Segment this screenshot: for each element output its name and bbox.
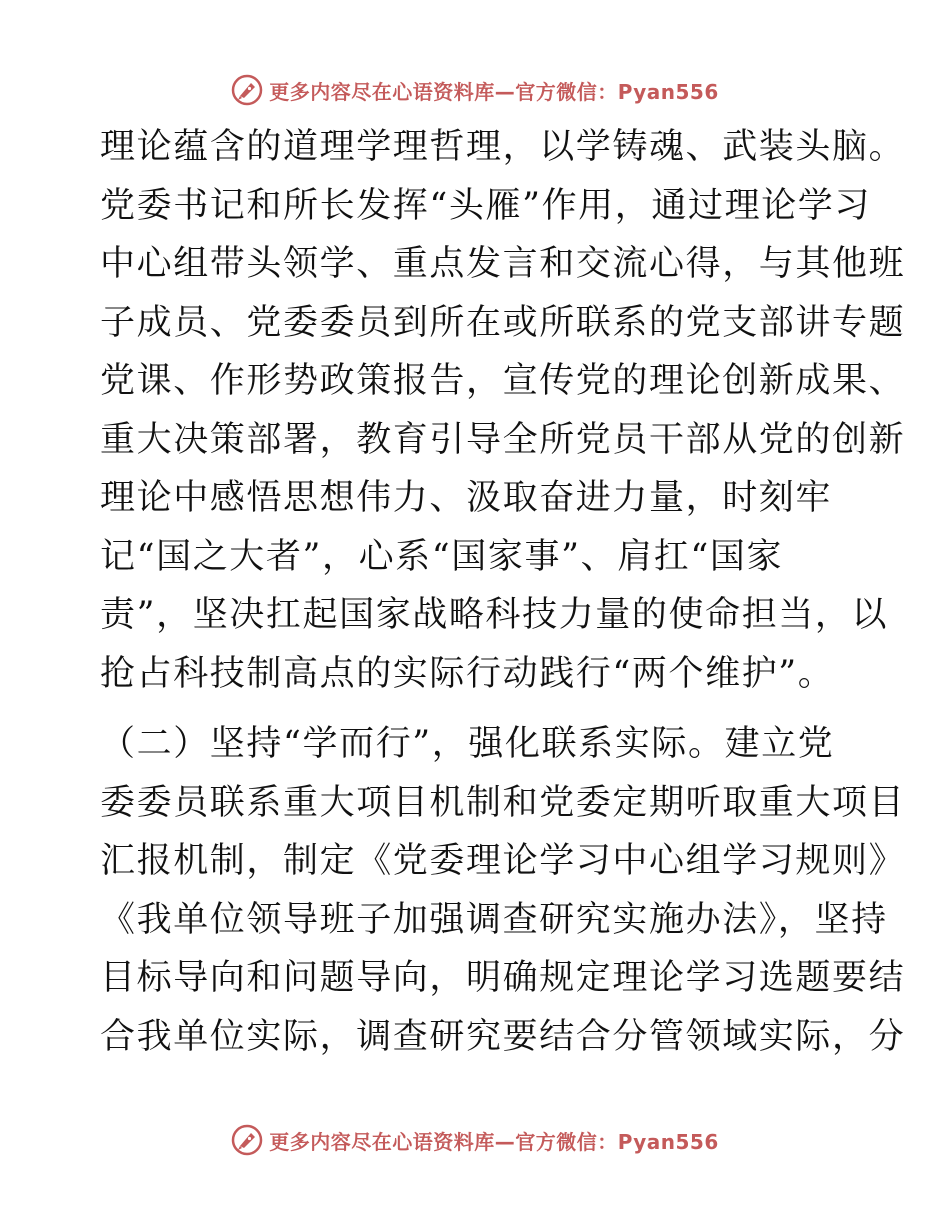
- text-line: 抢占科技制高点的实际行动践行“两个维护”。: [100, 653, 835, 694]
- text-line: 子成员、党委委员到所在或所联系的党支部讲专题: [100, 302, 906, 343]
- text-line: 理论蕴含的道理学理哲理，以学铸魂、武装头脑。: [100, 127, 906, 167]
- text-line: 目标导向和问题导向，明确规定理论学习选题要结: [100, 958, 906, 998]
- text-line: 记“国之大者”，心系“国家事”、肩扛“国家: [100, 536, 784, 577]
- text-line: 中心组带头领学、重点发言和交流心得，与其他班: [100, 244, 906, 284]
- document-body: [100, 118, 906, 1066]
- paragraph-spacer: [100, 703, 860, 715]
- paragraph-2: [100, 715, 906, 1066]
- text-line: （二）坚持“学而行”，强化联系实际。建立党: [100, 724, 835, 764]
- text-line: 责”，坚决扛起国家战略科技力量的使命担当，以: [100, 595, 889, 635]
- text-line: 《我单位领导班子加强调查研究实施办法》，坚持: [100, 899, 888, 940]
- text-line: 党委书记和所长发挥“头雁”作用，通过理论学习: [100, 185, 871, 226]
- watermark-text: 更多内容尽在心语资料库—官方微信：Pyan556: [269, 1129, 719, 1154]
- pen-nib-logo-icon: [231, 74, 263, 106]
- footer-watermark: [0, 1120, 950, 1160]
- header-watermark: [0, 70, 950, 110]
- watermark-text: 更多内容尽在心语资料库—官方微信：Pyan556: [269, 79, 719, 104]
- pen-nib-logo-icon: [231, 1124, 263, 1156]
- text-line: 汇报机制，制定《党委理论学习中心组学习规则》: [100, 841, 906, 881]
- text-line: 党课、作形势政策报告，宣传党的理论创新成果、: [100, 361, 906, 401]
- text-line: 委委员联系重大项目机制和党委定期听取重大项目: [100, 782, 906, 823]
- paragraph-1: [100, 118, 906, 703]
- text-line: 合我单位实际，调查研究要结合分管领域实际，分: [100, 1016, 906, 1057]
- text-line: 理论中感悟思想伟力、汲取奋进力量，时刻牢: [100, 478, 833, 518]
- text-line: 重大决策部署，教育引导全所党员干部从党的创新: [100, 419, 906, 460]
